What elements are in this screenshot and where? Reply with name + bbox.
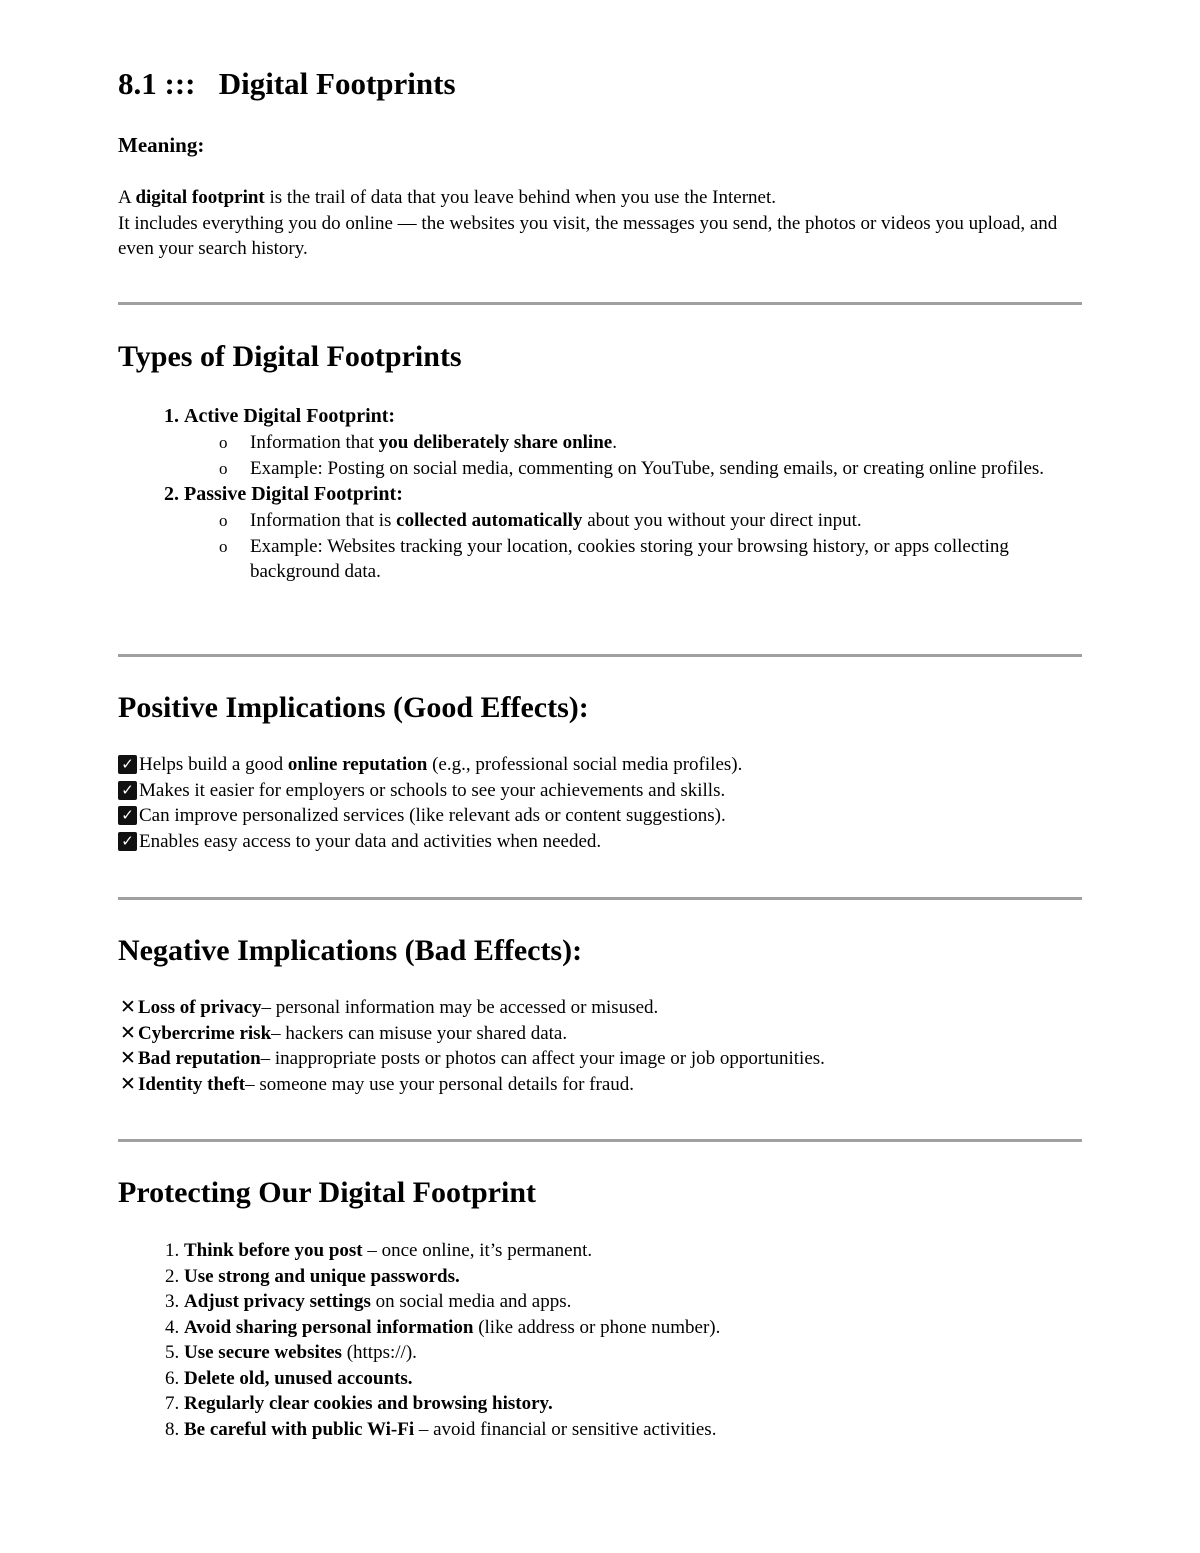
text-run: on social media and apps. [370, 1291, 572, 1312]
list-item [118, 752, 1082, 778]
meaning-label: Meaning: [118, 133, 205, 157]
bold-term: collected automatically [396, 510, 583, 531]
cross-mark-icon: ✕ [120, 1021, 136, 1044]
negative-heading: Negative Implications (Bad Effects): [118, 934, 583, 967]
list-item [184, 1366, 1082, 1392]
bold-term: Bad reputation [138, 1048, 261, 1069]
bold-term: Use secure websites [184, 1342, 342, 1363]
text-run: – avoid financial or sensitive activities. [414, 1418, 717, 1440]
text-run: about you without your direct input. [582, 510, 862, 531]
bold-term: online reputation [287, 754, 428, 775]
list-item [118, 1072, 1082, 1098]
sub-list-item [250, 430, 1082, 456]
text-run: – personal information may be accessed or misused. [261, 997, 659, 1018]
text-run: Enables easy access to your data and activities when needed. [139, 830, 602, 852]
list-item [184, 481, 1082, 585]
list-item [184, 1238, 1082, 1264]
list-item [184, 403, 1082, 481]
type-title: Active Digital Footprint: [184, 405, 396, 427]
bold-term: Be careful with public Wi-Fi [184, 1418, 415, 1440]
type-title: Passive Digital Footprint: [184, 483, 403, 505]
bold-term: Identity theft [138, 1073, 246, 1095]
list-item [184, 1289, 1082, 1315]
bold-term: Adjust privacy settings [184, 1291, 371, 1312]
cross-mark-icon: ✕ [120, 1072, 136, 1095]
check-box-icon: ✓ [118, 832, 137, 851]
list-item [118, 1021, 1082, 1047]
text-run: – once online, it’s permanent. [362, 1240, 593, 1261]
types-list [118, 403, 1082, 585]
text-run: (like address or phone number). [473, 1316, 721, 1338]
positive-heading: Positive Implications (Good Effects): [118, 691, 589, 724]
bold-term: Think before you post [184, 1240, 363, 1261]
text-run: – inappropriate posts or photos can affect your image or job opportunities. [260, 1048, 825, 1069]
sub-list-item: o Example: Posting on social media, commenting on YouTube, sending emails, or creating online profiles. [250, 456, 1082, 482]
text-run: Makes it easier for employers or schools to see your achievements and skills. [139, 779, 726, 801]
bold-term: Delete old, unused accounts. [184, 1367, 413, 1389]
positive-list [118, 752, 1082, 854]
negative-list [118, 995, 1082, 1097]
sub-list-item: o Example: Websites tracking your location, cookies storing your browsing history, or apps collecting background data. [250, 534, 1082, 585]
text-run: – hackers can misuse your shared data. [271, 1022, 568, 1044]
list-item [184, 1264, 1082, 1290]
text-run: Helps build a good [139, 754, 288, 775]
text-run: is the trail of data that you leave behind when you use the Internet. [264, 187, 777, 208]
bold-term: Cybercrime risk [138, 1022, 272, 1044]
section-divider [118, 302, 1082, 305]
list-item [118, 778, 1082, 804]
bold-term: Use strong and unique passwords. [184, 1265, 460, 1287]
section-divider [118, 1139, 1082, 1142]
list-item [118, 995, 1082, 1021]
text-run: Information that is [250, 510, 397, 531]
list-item [184, 1391, 1082, 1417]
page-title: 8.1 ::: Digital Footprints [118, 66, 456, 101]
check-box-icon: ✓ [118, 806, 137, 825]
protecting-heading: Protecting Our Digital Footprint [118, 1176, 537, 1209]
section-divider [118, 654, 1082, 657]
text-run: Can improve personalized services (like relevant ads or content suggestions). [139, 805, 726, 826]
list-item [184, 1315, 1082, 1341]
meaning-paragraph [118, 185, 1082, 262]
section-divider [118, 897, 1082, 900]
bold-term: Avoid sharing personal information [184, 1316, 474, 1338]
cross-mark-icon: ✕ [120, 996, 136, 1019]
bold-term: you deliberately share online [378, 432, 613, 453]
protecting-list [118, 1238, 1082, 1442]
bold-term: digital footprint [135, 187, 265, 208]
text-run: Information that [250, 432, 379, 453]
types-heading: Types of Digital Footprints [118, 340, 462, 373]
meaning-line-1 [118, 185, 1082, 211]
list-item [184, 1417, 1082, 1443]
check-box-icon: ✓ [118, 781, 137, 800]
cross-mark-icon: ✕ [120, 1047, 136, 1070]
text-run: A [118, 187, 136, 208]
meaning-line-2: It includes everything you do online — the websites you visit, the messages you send, the photos or videos you upload, and even your search history. [118, 212, 1058, 259]
text-run: – someone may use your personal details for fraud. [245, 1073, 635, 1095]
sub-list-item [250, 508, 1082, 534]
list-item [118, 803, 1082, 829]
list-item [118, 1046, 1082, 1072]
bold-term: Regularly clear cookies and browsing history. [184, 1393, 553, 1414]
list-item [118, 829, 1082, 855]
bold-term: Loss of privacy [138, 997, 262, 1018]
list-item [184, 1340, 1082, 1366]
check-box-icon: ✓ [118, 755, 137, 774]
text-run: (https://). [341, 1342, 417, 1363]
text-run: (e.g., professional social media profiles). [427, 754, 743, 775]
text-run: . [612, 432, 617, 453]
